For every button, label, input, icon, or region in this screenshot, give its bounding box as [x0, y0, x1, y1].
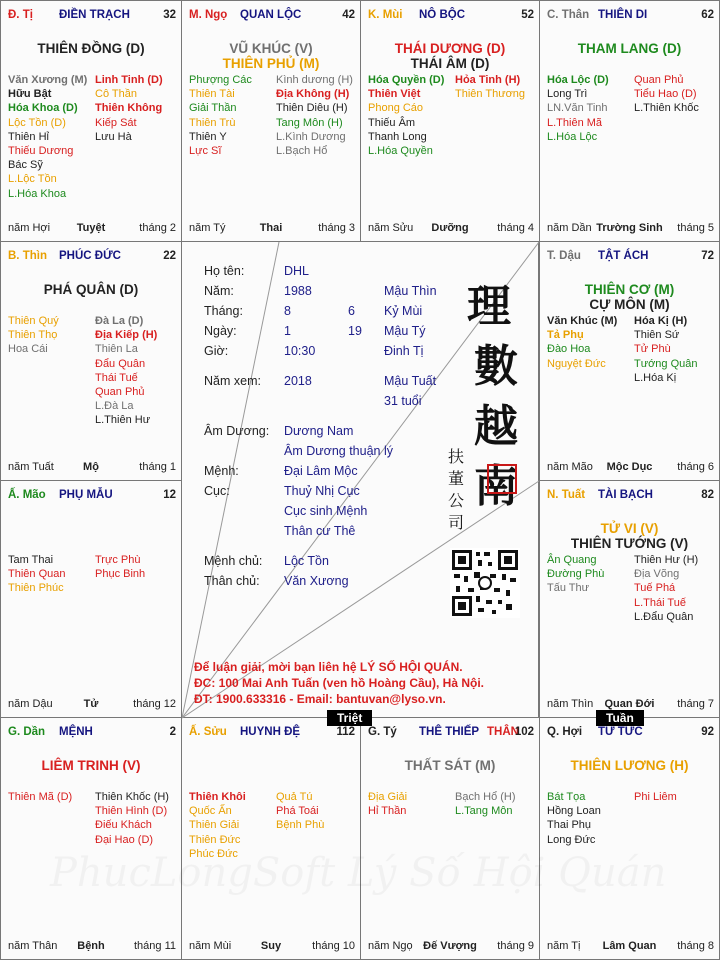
minor-star: Tiểu Hao (D)	[634, 88, 697, 101]
calligraphy-small-1: 扶	[448, 447, 465, 466]
dai-han-number: 12	[163, 489, 176, 501]
contact-line-2: ĐC: 100 Mai Anh Tuấn (ven hồ Hoàng Cầu), Hà Nội.	[194, 676, 485, 690]
minor-star: Hỏa Tinh (H)	[455, 74, 521, 86]
label-nam: Năm:	[204, 284, 234, 298]
minor-star: Thanh Long	[368, 130, 427, 143]
calligraphy-small-3: 公	[448, 491, 465, 510]
palace-ty	[0, 0, 182, 242]
year-label: năm Dần	[547, 222, 592, 234]
truong-sinh-stage: Quan Đới	[604, 698, 655, 710]
main-star: THIÊN PHỦ (M)	[222, 56, 320, 71]
minor-star: Bạch Hổ (H)	[455, 791, 516, 803]
value-tuoi: 31 tuổi	[384, 394, 422, 408]
minor-star: Đẩu Quân	[95, 357, 146, 370]
year-label: năm Mùi	[189, 940, 232, 952]
can-chi-label: Ấ. Sửu	[189, 726, 227, 738]
minor-star: Hóa Lộc (D)	[547, 74, 609, 86]
minor-star: Hữu Bật	[8, 88, 52, 101]
minor-star: Trực Phù	[95, 554, 141, 566]
left-star-list	[547, 314, 617, 371]
minor-star: L.Hóa Lộc	[547, 130, 598, 143]
left-star-list	[547, 73, 609, 144]
right-star-list	[455, 73, 525, 101]
minor-star: Phục Binh	[95, 568, 146, 581]
palace-name: PHỤ MẪU	[59, 489, 113, 501]
main-star: THIÊN ĐỒNG (D)	[37, 41, 145, 56]
palace-name: TÀI BẠCH	[598, 489, 653, 501]
left-star-list	[8, 73, 87, 201]
year-label: năm Dậu	[8, 698, 53, 710]
palace-name: PHÚC ĐỨC	[59, 250, 121, 262]
right-star-list	[276, 790, 324, 833]
right-star-list	[634, 314, 698, 385]
label-menh-chu: Mệnh chủ:	[204, 554, 263, 568]
value-thang-am: 8	[284, 304, 291, 318]
than-marker: THÂN	[487, 726, 519, 738]
left-star-list	[189, 73, 252, 158]
year-label: năm Thìn	[547, 698, 594, 710]
minor-star: Ân Quang	[547, 554, 597, 566]
minor-star: Phúc Đức	[189, 847, 238, 860]
minor-star: Hóa Khoa (D)	[8, 102, 78, 115]
truong-sinh-stage: Suy	[260, 940, 282, 952]
label-am-duong: Âm Dương:	[204, 424, 270, 438]
palace-suu	[181, 717, 361, 960]
palace-name: TẬT ÁCH	[598, 250, 649, 262]
year-label: năm Tý	[189, 222, 226, 234]
minor-star: L.Lộc Tồn	[8, 173, 57, 186]
main-star: THAM LANG (D)	[577, 41, 682, 56]
minor-star: Thái Tuế	[95, 371, 138, 384]
minor-star: Địa Giải	[368, 791, 408, 803]
minor-star: Bệnh Phù	[276, 819, 325, 832]
dai-han-number: 2	[169, 726, 176, 738]
minor-star: Hoa Cái	[8, 343, 48, 356]
minor-star: Hồng Loan	[547, 805, 601, 818]
month-label: tháng 2	[139, 222, 176, 234]
year-label: năm Hợi	[8, 222, 51, 234]
main-star: PHÁ QUÂN (D)	[43, 282, 139, 297]
minor-star: L.Tang Môn	[455, 805, 513, 818]
right-star-list	[95, 73, 163, 144]
calligraphy-small-4: 司	[448, 513, 465, 532]
truong-sinh-stage: Dưỡng	[431, 222, 469, 234]
dai-han-number: 42	[342, 9, 355, 21]
main-star: THẤT SÁT (M)	[404, 758, 496, 773]
minor-star: Thiếu Dương	[8, 144, 74, 157]
minor-star: Thiên Phúc	[8, 582, 64, 595]
minor-star: L.Thiên Mã	[547, 116, 603, 129]
value-nam-canchi: Mậu Thìn	[384, 284, 437, 298]
calligraphy-char-2: 數	[474, 341, 518, 392]
minor-star: Thiên Thương	[455, 88, 526, 101]
value-cuc: Thuỷ Nhị Cục	[284, 484, 360, 498]
palace-name: MỆNH	[59, 726, 93, 738]
minor-star: Quan Phủ	[634, 74, 684, 86]
minor-star: Long Trì	[547, 88, 588, 101]
triet-tag: Triệt	[327, 710, 372, 726]
left-star-list	[8, 790, 72, 804]
value-menh: Đại Lâm Mộc	[284, 464, 358, 478]
dai-han-number: 62	[701, 9, 714, 21]
year-label: năm Sửu	[368, 222, 414, 234]
value-than-chu: Văn Xương	[284, 574, 349, 588]
month-label: tháng 8	[677, 940, 714, 952]
dai-han-number: 72	[701, 250, 714, 262]
dai-han-number: 102	[514, 726, 534, 738]
minor-star: L.Thiên Hư	[95, 414, 151, 427]
value-thang-duong: 6	[348, 304, 355, 318]
value-menh-chu: Lộc Tồn	[284, 554, 329, 568]
minor-star: Kiếp Sát	[95, 116, 137, 129]
year-label: năm Tuất	[8, 461, 54, 473]
truong-sinh-stage: Lâm Quan	[602, 940, 657, 952]
can-chi-label: G. Tý	[368, 726, 397, 738]
value-cuc-2: Cục sinh Mệnh	[284, 504, 368, 518]
value-nam-xem: 2018	[284, 374, 312, 388]
value-thang-canchi: Kỷ Mùi	[384, 304, 423, 318]
palace-tuat	[539, 480, 720, 718]
minor-star: Thiên Hình (D)	[95, 805, 168, 818]
minor-star: Địa Không (H)	[276, 88, 350, 101]
right-star-list	[634, 553, 698, 624]
minor-star: Thiên Không	[95, 102, 163, 115]
value-nam-xem-canchi: Mậu Tuất	[384, 374, 437, 388]
calligraphy-char-4: 南	[474, 461, 518, 512]
can-chi-label: N. Tuất	[547, 489, 586, 501]
minor-star: Thiên Y	[189, 130, 227, 143]
value-nam: 1988	[284, 284, 312, 298]
truong-sinh-stage: Thai	[259, 222, 283, 234]
minor-star: Phi Liêm	[634, 791, 677, 803]
can-chi-label: K. Mùi	[368, 9, 403, 21]
minor-star: Thiên Đức	[189, 833, 241, 846]
palace-hoi	[539, 717, 720, 960]
month-label: tháng 10	[312, 940, 355, 952]
label-thang: Tháng:	[204, 304, 243, 318]
minor-star: Thiên Mã (D)	[8, 791, 73, 803]
minor-star: Long Đức	[547, 833, 596, 846]
minor-star: Thiên Quan	[8, 568, 66, 581]
red-seal-icon	[487, 464, 517, 494]
can-chi-label: G. Dần	[8, 726, 46, 738]
right-star-list	[95, 790, 169, 847]
left-star-list	[547, 553, 604, 596]
minor-star: L.Đẩu Quân	[634, 610, 694, 623]
main-star: VŨ KHÚC (V)	[229, 41, 313, 56]
palace-mao	[0, 480, 182, 718]
right-star-list	[634, 790, 677, 804]
minor-star: Văn Xương (M)	[8, 74, 88, 86]
main-star: THÁI DƯƠNG (D)	[394, 41, 506, 56]
minor-star: Thiên Giải	[189, 819, 240, 832]
minor-star: Văn Khúc (M)	[547, 315, 618, 327]
minor-star: Giải Thần	[189, 102, 237, 115]
dai-han-number: 52	[521, 9, 534, 21]
month-label: tháng 12	[133, 698, 176, 710]
value-am-duong: Dương Nam	[284, 424, 354, 438]
minor-star: Tử Phù	[634, 343, 671, 356]
left-star-list	[8, 314, 59, 357]
minor-star: Hỉ Thần	[368, 805, 407, 818]
palace-dan	[0, 717, 182, 960]
minor-star: Thiên Diêu (H)	[276, 102, 348, 115]
label-menh: Mệnh:	[204, 464, 239, 478]
month-label: tháng 5	[677, 222, 714, 234]
right-star-list	[455, 790, 516, 818]
can-chi-label: M. Ngọ	[189, 9, 228, 21]
value-ngay-duong: 19	[348, 324, 362, 338]
month-label: tháng 1	[139, 461, 176, 473]
main-star: THÁI ÂM (D)	[410, 56, 490, 71]
label-ho-ten: Họ tên:	[204, 264, 245, 278]
main-star: THIÊN CƠ (M)	[584, 282, 675, 297]
minor-star: Cô Thần	[95, 88, 137, 101]
month-label: tháng 6	[677, 461, 714, 473]
minor-star: Tang Môn (H)	[276, 116, 343, 129]
minor-star: Phong Cáo	[368, 102, 424, 115]
palace-name: NÔ BỘC	[419, 9, 465, 21]
truong-sinh-stage: Mộ	[83, 461, 99, 473]
dai-han-number: 22	[163, 250, 176, 262]
value-ho-ten: DHL	[284, 264, 310, 278]
label-gio: Giờ:	[204, 344, 229, 358]
can-chi-label: Đ. Tị	[8, 9, 33, 21]
palace-name: TỬ TỨC	[598, 726, 643, 738]
right-star-list	[95, 314, 157, 428]
minor-star: Hóa Kị (H)	[634, 315, 688, 327]
can-chi-label: T. Dậu	[547, 250, 581, 262]
dai-han-number: 112	[336, 726, 355, 738]
minor-star: Đà La (D)	[95, 315, 144, 327]
minor-star: Đại Hao (D)	[95, 833, 154, 846]
can-chi-label: B. Thìn	[8, 250, 47, 262]
palace-name: HUYNH ĐỆ	[240, 726, 301, 738]
label-than-chu: Thân chủ:	[204, 574, 260, 588]
tuan-tag: Tuần	[596, 710, 644, 726]
palace-name: THIÊN DI	[598, 9, 648, 21]
dai-han-number: 32	[163, 9, 176, 21]
minor-star: L.Thái Tuế	[634, 596, 686, 609]
minor-star: Tấu Thư	[547, 582, 590, 595]
minor-star: Thiên Thọ	[8, 329, 58, 342]
can-chi-label: Q. Hợi	[547, 726, 583, 738]
dai-han-number: 92	[701, 726, 714, 738]
minor-star: Lưu Hà	[95, 130, 132, 143]
main-star: TỬ VI (V)	[600, 521, 659, 536]
minor-star: Thiên Sứ	[634, 329, 680, 342]
left-star-list	[368, 790, 407, 818]
right-star-list	[276, 73, 353, 158]
month-label: tháng 4	[497, 222, 534, 234]
main-star: CỰ MÔN (M)	[589, 297, 670, 312]
left-star-list	[368, 73, 444, 158]
main-star: THIÊN TƯỚNG (V)	[570, 536, 689, 551]
minor-star: Tuế Phá	[634, 582, 676, 595]
value-ngay-am: 1	[284, 324, 291, 338]
palace-ngo	[181, 0, 361, 242]
minor-star: Đường Phù	[547, 568, 605, 581]
palace-than	[539, 0, 720, 242]
calligraphy-char-3: 越	[474, 401, 518, 452]
minor-star: Bát Tọa	[547, 791, 586, 803]
truong-sinh-stage: Mộc Dục	[606, 461, 653, 473]
minor-star: Phá Toái	[276, 805, 319, 818]
calligraphy-small-2: 董	[448, 469, 465, 488]
qr-code-icon	[450, 548, 520, 618]
right-star-list	[95, 553, 145, 581]
calligraphy-char-1: 理	[467, 281, 511, 332]
right-star-list	[634, 73, 699, 116]
minor-star: Tam Thai	[8, 554, 54, 566]
minor-star: L.Hóa Quyền	[368, 144, 433, 157]
minor-star: L.Kình Dương	[276, 130, 346, 143]
minor-star: Nguyệt Đức	[547, 357, 606, 370]
watermark	[50, 850, 666, 896]
can-chi-label: C. Thân	[547, 9, 590, 21]
minor-star: Thiên Việt	[368, 88, 421, 101]
dai-han-number: 82	[701, 489, 714, 501]
left-star-list	[547, 790, 601, 847]
truong-sinh-stage: Tử	[83, 698, 99, 710]
minor-star: Bác Sỹ	[8, 159, 43, 172]
center-info-panel	[181, 241, 539, 718]
palace-name: QUAN LỘC	[240, 9, 302, 21]
minor-star: Lộc Tồn (D)	[8, 116, 66, 129]
minor-star: Địa Võng	[634, 568, 680, 581]
minor-star: L.Thiên Khốc	[634, 102, 699, 115]
minor-star: Kình dương (H)	[276, 74, 353, 86]
truong-sinh-stage: Bệnh	[77, 940, 105, 952]
palace-name: ĐIỀN TRẠCH	[59, 9, 130, 21]
value-cuc-3: Thân cư Thê	[284, 524, 356, 538]
value-am-duong-2: Âm Dương thuận lý	[284, 444, 393, 458]
minor-star: Hóa Quyền (D)	[368, 74, 445, 86]
minor-star: Thiên Khôi	[189, 791, 246, 803]
month-label: tháng 3	[318, 222, 355, 234]
contact-line-3: ĐT: 1900.633316 - Email: bantuvan@lyso.vn.	[194, 692, 446, 706]
month-label: tháng 11	[133, 940, 176, 952]
palace-name: THÊ THIẾP	[419, 726, 480, 738]
truong-sinh-stage: Trường Sinh	[596, 222, 663, 234]
label-ngay: Ngày:	[204, 324, 237, 338]
minor-star: L.Hóa Kị	[634, 371, 677, 384]
minor-star: Thiên Trù	[189, 116, 236, 129]
minor-star: Địa Kiếp (H)	[95, 329, 158, 342]
minor-star: Lực Sĩ	[189, 144, 222, 157]
minor-star: Thiên Hỉ	[8, 130, 49, 143]
value-gio-canchi: Đinh Tị	[384, 344, 424, 358]
label-cuc: Cục:	[204, 484, 230, 498]
minor-star: L.Đà La	[95, 400, 134, 413]
minor-star: Quả Tú	[276, 791, 313, 803]
truong-sinh-stage: Tuyệt	[76, 222, 106, 234]
can-chi-label: Ấ. Mão	[8, 489, 46, 501]
minor-star: Tướng Quân	[634, 357, 698, 370]
year-label: năm Thân	[8, 940, 58, 952]
left-star-list	[8, 553, 65, 596]
palace-dau	[539, 241, 720, 481]
palace-ti	[360, 717, 540, 960]
minor-star: Tả Phụ	[547, 329, 584, 342]
month-label: tháng 7	[677, 698, 714, 710]
minor-star: L.Bạch Hổ	[276, 144, 328, 157]
minor-star: Thiên Khốc (H)	[95, 791, 169, 803]
minor-star: L.Hóa Khoa	[8, 187, 67, 200]
minor-star: Thiên Hư (H)	[634, 554, 699, 566]
minor-star: Thiên Tài	[189, 88, 235, 101]
minor-star: Thiên La	[95, 343, 138, 356]
main-star: LIÊM TRINH (V)	[41, 758, 141, 773]
minor-star: Thiên Quý	[8, 315, 59, 327]
palace-thin	[0, 241, 182, 481]
year-label: năm Mão	[547, 461, 593, 473]
minor-star: LN.Văn Tinh	[547, 102, 608, 115]
minor-star: Quốc Ấn	[189, 805, 232, 818]
value-ngay-canchi: Mậu Tý	[384, 324, 426, 338]
main-star: THIÊN LƯƠNG (H)	[570, 758, 689, 773]
minor-star: Phượng Các	[189, 74, 252, 86]
value-gio: 10:30	[284, 344, 316, 358]
palace-mui	[360, 0, 540, 242]
label-nam-xem: Năm xem:	[204, 374, 261, 388]
minor-star: Điếu Khách	[95, 819, 152, 832]
month-label: tháng 9	[497, 940, 534, 952]
year-label: năm Tị	[547, 940, 581, 952]
truong-sinh-stage: Đế Vượng	[423, 940, 477, 952]
contact-line-1: Để luận giải, mời bạn liên hệ LÝ SỐ HỘI QUÁN.	[194, 660, 463, 674]
minor-star: Thiếu Âm	[368, 116, 416, 129]
minor-star: Thai Phụ	[547, 819, 592, 832]
year-label: năm Ngọ	[368, 940, 413, 952]
minor-star: Đào Hoa	[547, 343, 591, 356]
minor-star: Quan Phủ	[95, 385, 145, 398]
minor-star: Linh Tinh (D)	[95, 74, 163, 86]
